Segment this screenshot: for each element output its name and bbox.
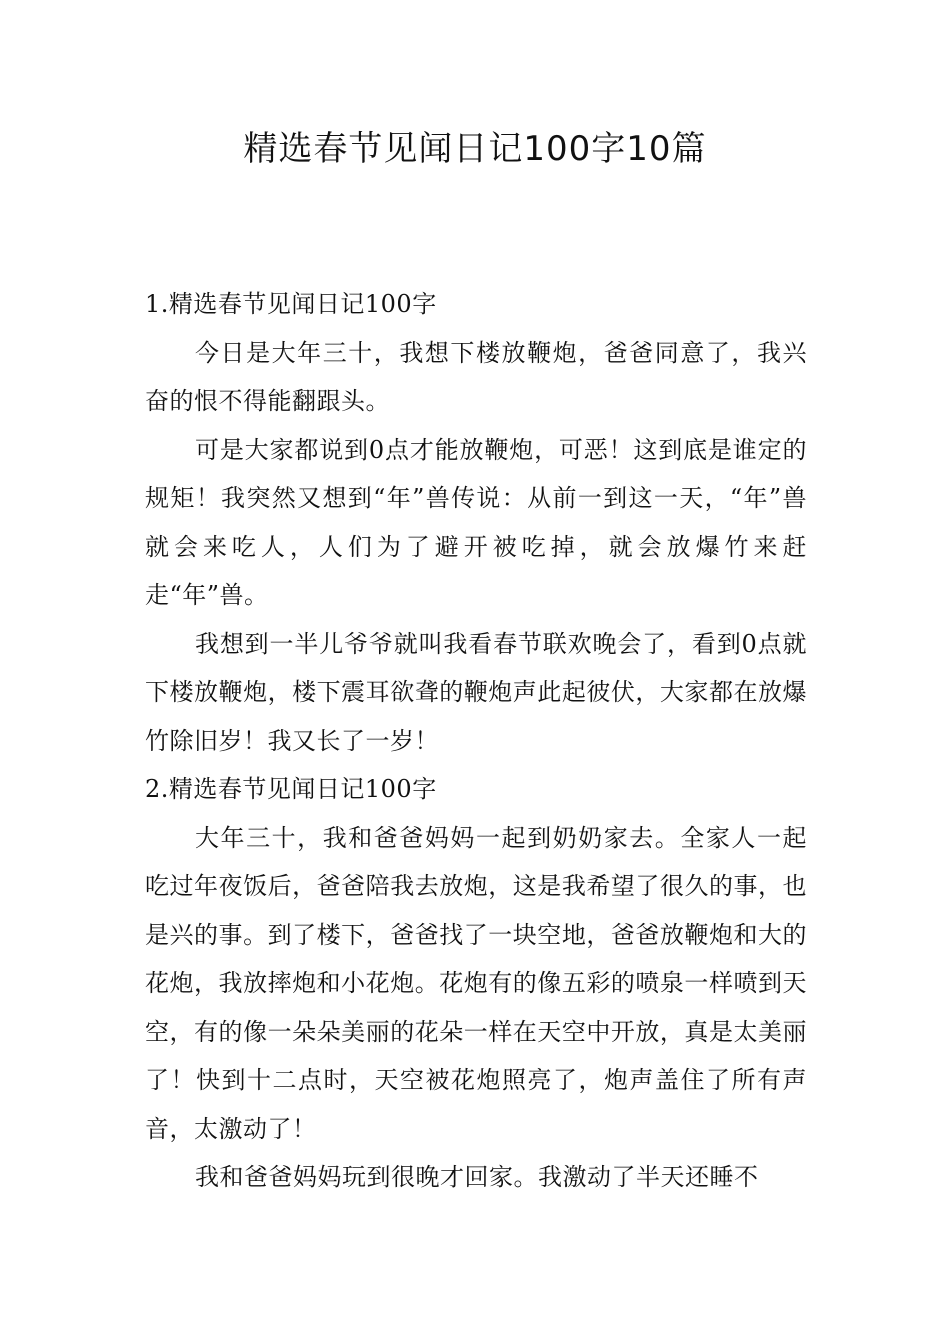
- document-title: 精选春节见闻日记100字10篇: [243, 129, 707, 169]
- paragraph: 我想到一半儿爷爷就叫我看春节联欢晚会了，看到0点就下楼放鞭炮，楼下震耳欲聋的鞭炮声此起彼伏，大家都在放爆竹除旧岁！我又长了一岁！: [145, 629, 807, 755]
- paragraph: 今日是大年三十，我想下楼放鞭炮，爸爸同意了，我兴奋的恨不得能翻跟头。: [145, 338, 807, 415]
- section-heading: 2.精选春节见闻日记100字: [145, 775, 437, 803]
- paragraph: 我和爸爸妈妈玩到很晚才回家。我激动了半天还睡不: [195, 1163, 759, 1191]
- paragraph: 可是大家都说到0点才能放鞭炮，可恶！这到底是谁定的规矩！我突然又想到“年”兽传说：从前一到这一天，“年”兽就会来吃人，人们为了避开被吃掉，就会放爆竹来赶走“年”兽。: [145, 435, 807, 609]
- diary-section-2: [145, 765, 807, 1202]
- document-body: [145, 280, 807, 1202]
- section-heading: 1.精选春节见闻日记100字: [145, 290, 437, 318]
- diary-section-1: [145, 280, 807, 765]
- paragraph: 大年三十，我和爸爸妈妈一起到奶奶家去。全家人一起吃过年夜饭后，爸爸陪我去放炮，这是我希望了很久的事，也是兴的事。到了楼下，爸爸找了一块空地，爸爸放鞭炮和大的花炮，我放摔炮和小花炮。花炮有的像五彩的喷泉一样喷到天空，有的像一朵朵美丽的花朵一样在天空中开放，真是太美丽了！快到十二点时，天空被花炮照亮了，炮声盖住了所有声音，太激动了！: [145, 823, 807, 1143]
